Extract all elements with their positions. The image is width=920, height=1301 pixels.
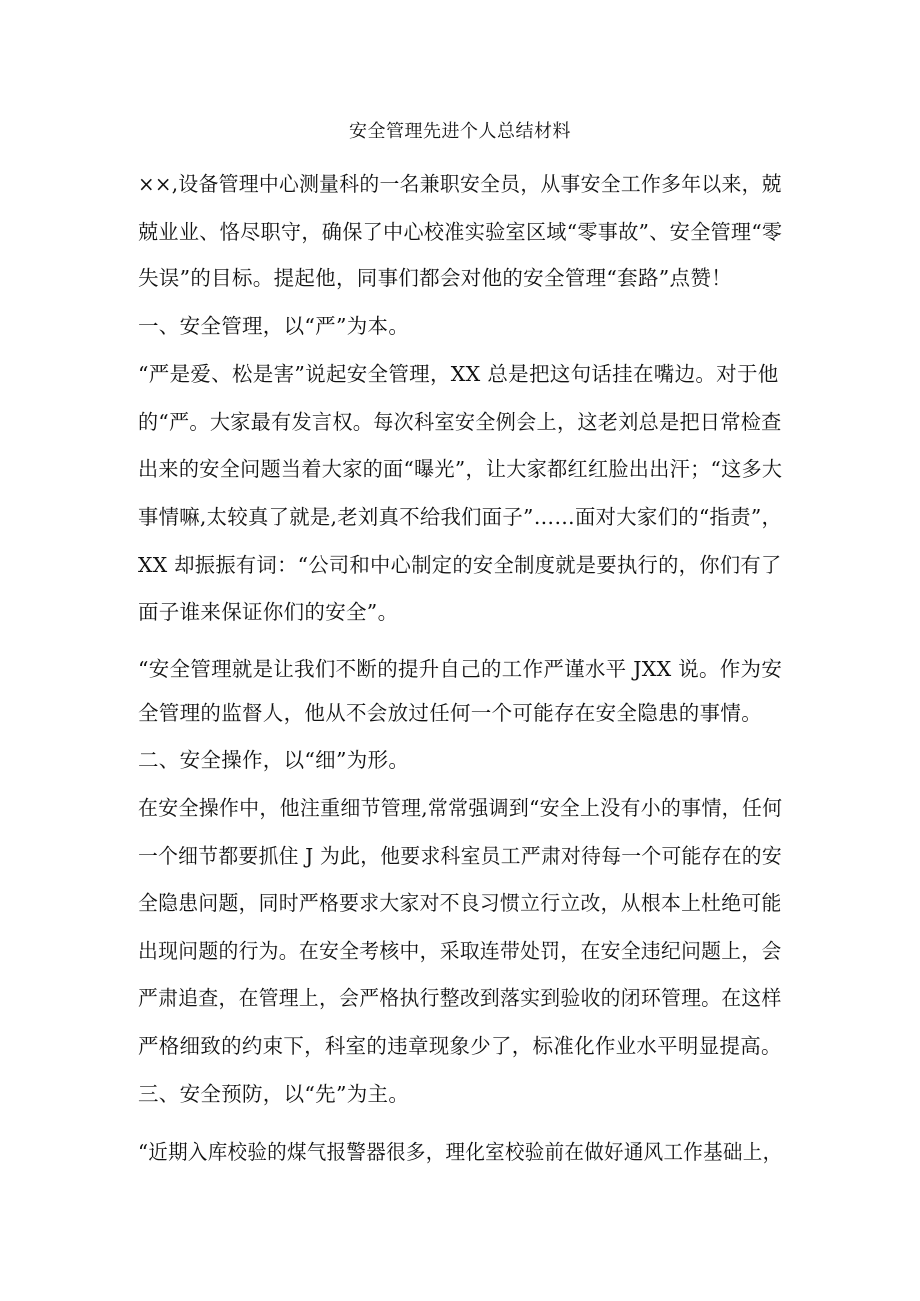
paragraph-line: 严肃追查，在管理上，会严格执行整改到落实到验收的闭环管理。在这样 [138,986,782,1010]
paragraph-line: 一个细节都要抓住 J 为此，他要求科室员工严肃对待每一个可能存在的安 [138,844,782,868]
paragraph-line: 出来的安全问题当着大家的面“曝光”，让大家都红红脸出出汗；“这多大 [138,457,783,481]
paragraph-line: 事情嘛,太较真了就是,老刘真不给我们面子”……面对大家们的“指责”， [138,505,783,529]
paragraph-line: ××,设备管理中心测量科的一名兼职安全员，从事安全工作多年以来，兢 [138,172,782,196]
paragraph-line: 全隐患问题，同时严格要求大家对不良习惯立行立改，从根本上杜绝可能 [138,891,782,915]
section-heading: 二、安全操作，以“细”为形。 [138,748,410,772]
paragraph-line: “严是爱、松是害”说起安全管理，XX 总是把这句话挂在嘴边。对于他 [138,362,779,386]
document-title: 安全管理先进个人总结材料 [349,121,571,142]
paragraph-line: 失误”的目标。提起他，同事们都会对他的安全管理“套路”点赞！ [138,266,732,290]
paragraph-line: XX 却振振有词：“公司和中心制定的安全制度就是要执行的，你们有了 [138,553,782,577]
paragraph-line: “近期入库校验的煤气报警器很多，理化室校验前在做好通风工作基础上， [138,1140,783,1164]
paragraph-line: 的“严。大家最有发言权。每次科室安全例会上，这老刘总是把日常检查 [138,410,782,434]
section-heading: 三、安全预防，以“先”为主。 [138,1082,410,1106]
section-heading: 一、安全管理，以“严”为本。 [138,314,410,338]
paragraph-line: 面子谁来保证你们的安全”。 [138,600,399,624]
paragraph-line: 在安全操作中，他注重细节管理,常常强调到“安全上没有小的事情，任何 [138,796,783,820]
paragraph-line: “安全管理就是让我们不断的提升自己的工作严谨水平 JXX 说。作为安 [138,657,783,681]
paragraph-line: 兢业业、恪尽职守，确保了中心校准实验室区域“零事故”、安全管理“零 [138,220,783,244]
paragraph-line: 严格细致的约束下，科室的违章现象少了，标准化作业水平明显提高。 [138,1034,782,1058]
paragraph-line: 全管理的监督人，他从不会放过任何一个可能存在安全隐患的事情。 [138,701,762,725]
paragraph-line: 出现问题的行为。在安全考核中，采取连带处罚，在安全违纪问题上，会 [138,939,782,963]
